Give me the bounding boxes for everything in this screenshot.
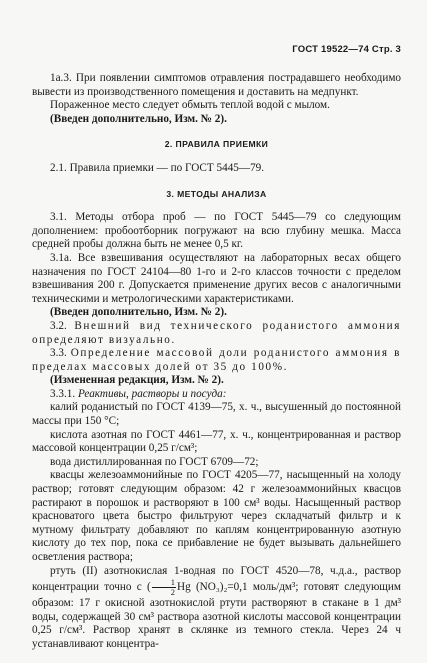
paragraph-2-1: 2.1. Правила приемки — по ГОСТ 5445—79.	[50, 161, 265, 174]
paragraph-3-3	[32, 347, 401, 374]
clause-number: 3.2.	[50, 319, 67, 332]
paragraph-3-3-1	[32, 388, 401, 402]
section-3-title: 3. МЕТОДЫ АНАЛИЗА	[166, 188, 267, 199]
clause-number: 3.3.1.	[50, 387, 76, 400]
reagent-text-end: Hg (NO₃)₂=0,1 моль/дм³; готовят следующим образом: 17 г окисной азотнокислой ртути растворяют в стакане в 1 дм³ воды, содержащей 30 см³ раствора азотной кислоты массовой концентрации 0,25 г/см³. Раствор хранят в склянке из темного стекла. Через 24 ч устанавливают концентра-	[32, 581, 401, 650]
paragraph-3-1a: 3.1а. Все взвешивания осуществляют на лабораторных весах общего назначения по ГОСТ 24104—80 1-го и 2-го классов точности с пределом взвешивания 200 г. Допускается применение других весов с аналогичными техническими и метрологическими характеристиками.	[32, 251, 401, 305]
paragraph-3-2	[32, 320, 401, 347]
page-header: ГОСТ 19522—74 Стр. 3	[292, 44, 401, 55]
clause-heading: Реактивы, растворы и посуда:	[77, 387, 227, 400]
paragraph-3-1: 3.1. Методы отбора проб — по ГОСТ 5445—79 со следующим дополнением: пробоотборник погружают на всю глубину мешка. Масса средней пробы должна быть не менее 0,5 кг.	[32, 211, 401, 251]
reagent-iron-alum: квасцы железоаммонийные по ГОСТ 4205—77, насыщенный на холоду раствор; готовят следующим образом: 42 г железоаммонийных квасцов растирают в порошок и растворяют в 100 см³ воды. Насыщенный раствор красноватого цвета быстро фильтруют через складчатый фильтр и к мутному фильтрату добавляют по каплям концентрированную азотную кислоту до тех пор, пока се прибавление не будет вызывать дальнейшего осветления раствора;	[32, 469, 401, 563]
fraction-denominator: 2	[170, 587, 175, 598]
reagent-distilled-water: вода дистиллированная по ГОСТ 6709—72;	[50, 455, 259, 468]
reagent-potassium-thiocyanate: калий роданистый по ГОСТ 4139—75, х. ч., высушенный до постоянной массы при 150 °С;	[32, 401, 401, 428]
amendment-note: (Введен дополнительно, Изм. № 2).	[50, 306, 227, 319]
clause-text: Определение массовой доли роданистого аммония в пределах массовых долей от 35 до 100%.	[32, 347, 401, 373]
clause-number: 3.3.	[50, 347, 67, 360]
reagent-text-start: ртуть (II) азотнокислая 1-водная по ГОСТ 4520—78, ч.д.а., раствор концентрации точно с (	[32, 564, 401, 594]
reagent-mercury-nitrate	[32, 565, 401, 652]
document-body	[32, 72, 401, 652]
section-2-title: 2. ПРАВИЛА ПРИЕМКИ	[164, 139, 269, 150]
fraction-numerator: 1	[152, 578, 176, 588]
fraction	[152, 578, 176, 597]
reagent-nitric-acid: кислота азотная по ГОСТ 4461—77, х. ч., концентрированная и раствор массовой концентрации 0,25 г/см³;	[32, 428, 401, 455]
amendment-note: (Введен дополнительно, Изм. № 2).	[50, 112, 227, 125]
amendment-note: (Измененная редакция, Изм. № 2).	[50, 374, 224, 387]
clause-text: Внешний вид технического роданистого аммония определяют визуально.	[32, 319, 402, 346]
paragraph-1a3: 1а.3. При появлении симптомов отравления пострадавшего необходимо вывести из производственного помещения и доставить на медпункт.	[32, 72, 401, 98]
paragraph-wash: Пораженное место следует обмыть теплой водой с мылом.	[50, 99, 330, 112]
